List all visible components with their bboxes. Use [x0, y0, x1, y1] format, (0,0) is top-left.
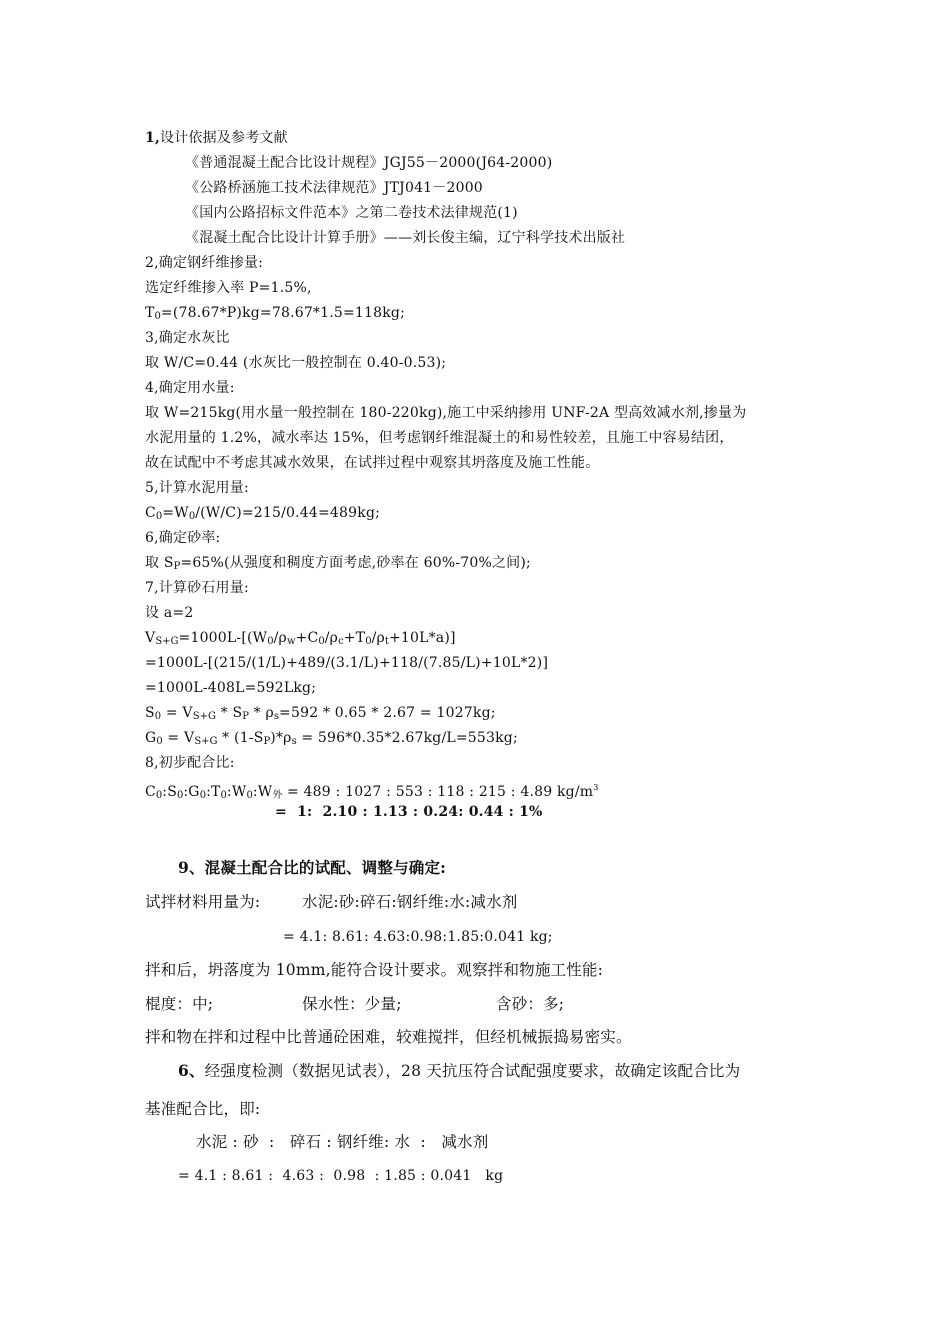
volume-result: =1000L-408L=592Lkg; — [145, 680, 317, 696]
sand-amount-formula: $S_0 = V_{S+G} * S_P * \rho_s=592 * 0.65 * 2.67 = 1027kg$; — [145, 705, 496, 722]
section-4-title: 4,确定用水量: — [145, 380, 235, 396]
trial-material-label: 试拌材料用量为: — [145, 893, 261, 911]
section-1-title: 设计依据及参考文献 — [160, 130, 288, 146]
initial-mix-ratio: = 1: 2.10 : 1.13 : 0.24: 0.44 : 1% — [275, 804, 543, 820]
strength-section-number: 6、 — [178, 1061, 205, 1080]
water-amount-line-3: 故在试配中不考虑其减水效果，在试拌过程中观察其坍落度及施工性能。 — [145, 455, 600, 471]
section-3-title: 3,确定水灰比 — [145, 330, 230, 346]
workability-water-retention: 保水性：少量; — [302, 995, 402, 1013]
section-9-title: 9、混凝土配合比的试配、调整与确定: — [178, 858, 447, 877]
workability-rod: 棍度：中; — [145, 995, 214, 1013]
trial-material-items: 水泥:砂:碎石:钢纤维:水:减水剂 — [302, 893, 518, 911]
volume-formula: $V_{S+G}=1000L-[(W_0/\rho_w+C_0/\rho_c+T_0/\rho_t+10L*a)]$ — [145, 630, 456, 647]
reference-2: 《公路桥涵施工技术法律规范》JTJ041－2000 — [185, 180, 483, 196]
base-mix-intro: 基准配合比，即: — [145, 1100, 261, 1118]
section-2-title: 2,确定钢纤维掺量: — [145, 255, 264, 271]
water-amount-line-1: 取 W=215kg(用水量一般控制在 180-220kg),施工中采纳掺用 UNF-2A 型高效减水剂,掺量为 — [145, 405, 747, 421]
reference-3: 《国内公路招标文件范本》之第二卷技术法律规范(1) — [185, 205, 518, 221]
water-cement-ratio-line: 取 W/C=0.44 (水灰比一般控制在 0.40-0.53); — [145, 355, 447, 371]
fiber-amount-formula: $T_0=(78.67*P)kg=78.67*1.5=118kg$; — [145, 305, 406, 322]
volume-substitution: =1000L-[(215/(1/L)+489/(3.1/L)+118/(7.85/L)+10L*2)] — [145, 655, 549, 671]
workability-sand: 含砂：多; — [496, 995, 565, 1013]
reference-4: 《混凝土配合比设计计算手册》——刘长俊主编，辽宁科学技术出版社 — [185, 230, 626, 246]
section-7-title: 7,计算砂石用量: — [145, 580, 249, 596]
section-1-heading — [145, 129, 288, 147]
strength-test-line: 6、经强度检测（数据见试表），28 天抗压符合试配强度要求，故确定该配合比为 — [178, 1061, 741, 1080]
gravel-amount-formula: $G_0 = V_{S+G} * (1-S_P)*\rho_s = 596*0.35*2.67kg/L=553kg$; — [145, 730, 518, 747]
section-6-title: 6,确定砂率: — [145, 530, 221, 546]
section-8-title: 8,初步配合比: — [145, 755, 235, 771]
section-1-number: 1, — [145, 130, 161, 146]
base-mix-values: = 4.1 : 8.61 : 4.63 : 0.98 : 1.85 : 0.041 kg — [178, 1168, 504, 1184]
fiber-rate-line: 选定纤维掺入率 P=1.5%, — [145, 280, 312, 296]
set-a-line: 设 a=2 — [145, 605, 194, 621]
reference-1: 《普通混凝土配合比设计规程》JGJ55－2000(J64-2000) — [185, 155, 553, 171]
section-5-title: 5,计算水泥用量: — [145, 480, 249, 496]
trial-material-values: = 4.1: 8.61: 4.63:0.98:1.85:0.041 kg; — [283, 929, 553, 945]
sand-ratio-line: 取 $S_P=65\%$(从强度和稠度方面考虑,砂率在 60%-70%之间); — [145, 555, 531, 572]
mixing-remark: 拌和物在拌和过程中比普通砼困难，较难搅拌，但经机械振捣易密实。 — [145, 1028, 632, 1046]
cement-amount-formula: $C_0=W_0/(W/C)=215/0.44=489kg$; — [145, 505, 381, 522]
slump-observation: 拌和后，坍落度为 10mm,能符合设计要求。观察拌和物施工性能: — [145, 961, 604, 979]
base-mix-header: 水泥 : 砂 : 碎石 : 钢纤维: 水 : 减水剂 — [196, 1133, 489, 1151]
initial-mix-amounts: $C_0:S_0:G_0:T_0:W_0:W_外 = 489$ : 1027 : 553 : 118 : 215 : 4.89 $kg/m^3$ — [145, 783, 599, 801]
water-amount-line-2: 水泥用量的 1.2%，减水率达 15%，但考虑钢纤维混凝土的和易性较差，且施工中容易结团， — [145, 430, 734, 446]
